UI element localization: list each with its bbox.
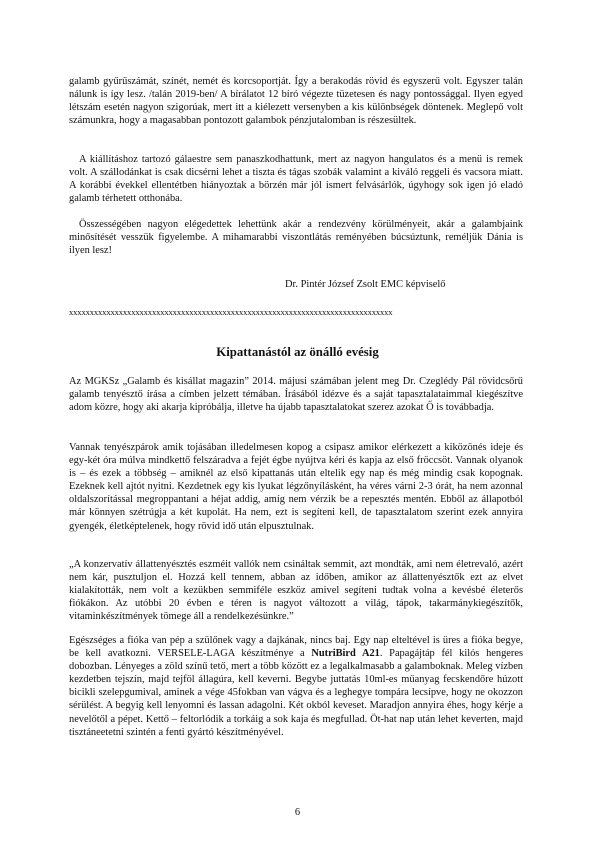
product-name: NutriBird A21 xyxy=(311,648,380,660)
feeding-text-rest: . Papagájtáp fél kilós hengeres dobozban. Lényeges a zöld színű tető, mert a több között ez a legalkalmasabb a galamboknak. Meleg vízben kezdetben tejszín, majd tejföl állagúra, kell keverni. Begybe juttatás 10ml-es műanyag fecskendőre húzott bicikli szelepgumival, aminek a vége 45fokban van vágva és a leghegye tompára lecsípve, hogy ne okozzon sérülést. A begyig kell lenyomni és lassan adagolni. Két okból keveset. Maradjon annyira éhes, hogy kérje a nevelőtől a pépet. Kettő – feltorlódik a torkáig a sok kaja és megfullad. Öt-hat nap után lehet keverten, majd tisztáneetetni szintén a fenti gyártó készítményével. xyxy=(69,648,523,738)
paragraph-summary: Összességében nagyon elégedettek lehettünk akár a rendezvény körülményeit, akár a galambjaink minősítését vesszük figyelembe. A mihamarabbi viszontlátás reményében búcsúztunk, reméljük Dánia is ilyen lesz! xyxy=(69,219,523,257)
paragraph-judging: galamb gyűrűszámát, színét, nemét és korcsoportját. Így a berakodás rövid és egyszerű volt. Egyszer talán nálunk is így lesz. /talán 2019-ben/ A bírálatot 12 bíró végezte tüzetesen és nagy pontossággal. Ilyen egyed létszám esetén nagyon szigorúak, mert itt a kiélezett versenyben a kis különbségek döntenek. Meglepő volt számunkra, hogy a magasabban pontozott galambok pénzjutalomban is részesültek. xyxy=(69,76,523,127)
author-signature: Dr. Pintér József Zsolt EMC képviselő xyxy=(285,279,446,290)
feeding-text-start: Egészséges a fióka van pép a szülőnek vagy a dajkának, nincs baj. Egy nap elteltével is üres a fióka begye, be kell avatkozni. VERSELE-LAGA készítménye a xyxy=(69,635,523,660)
section-separator: xxxxxxxxxxxxxxxxxxxxxxxxxxxxxxxxxxxxxxxxxxxxxxxxxxxxxxxxxxxxxxxxxxxxxxxxxxxxxx xyxy=(69,307,393,317)
article-quote: „A konzervatív állattenyésztés eszméit vallók nem csináltak semmit, azt mondták, ami nem életrevaló, azért nem kár, pusztuljon el. Hozzá kell tennem, abban az időben, amikor az állattenyésztők ezt az elvet kialakították, nem volt a kezükben semmiféle eszköz amivel segíteni tudtak volna a kevésbé életerős fiókákon. Az utóbbi 20 évben e téren is nagyot változott a világ, tápok, takarmánykiegészítők, vitaminkészítmények tömege áll a rendelkezésünkre.” xyxy=(69,559,523,623)
article-intro: Az MGKSz „Galamb és kisállat magazin” 2014. májusi számában jelent meg Dr. Czeglédy Pál rövidcsőrű galamb tenyésztő írása a címben jelzett témában. Írásából idézve és a saját tapasztalataimmal kiegészítve adom közre, hogy aki akarja kipróbálja, illetve ha újabb tapasztalatokat szerez azokat Ő is továbbadja. xyxy=(69,376,523,414)
article-paragraph-feeding xyxy=(69,634,523,739)
article-paragraph-hatching: Vannak tenyészpárok amik tojásában illedelmesen kopog a csipasz amikor elérkezett a kiközönés ideje és egy-két óra múlva mindkettő felszáradva a fejét égbe nyújtva kéri és kapja az első fröccsöt. Vannak olyanok is – és ezek a többség – amiknél az első kipattanás után eltelik egy nap és még mindig csak kopognak. Ezeknek kell ajtót nyitni. Kezdetnek egy kis lyukat légzőnyílásként, ha véres várni 2-3 órát, ha nem azonnal oldalszorítással megroppantani a héjat addig, amíg nem vérzik be a repesztés mentén. Ebből az állapotból már könnyen szétrúgja a két kupolát. Ha nem, ezt is segíteni kell, de tapasztalatom szerint ezek annyira gyengék, életképtelenek, hogy rövid idő után elpusztulnak. xyxy=(69,442,523,532)
article-title: Kipattanástól az önálló evésig xyxy=(216,345,379,359)
page-number: 6 xyxy=(294,807,301,818)
paragraph-gala-evening: A kiállításhoz tartozó gálaestre sem panaszkodhattunk, mert az nagyon hangulatos és a menü is remek volt. A szállodánkat is csak dicsérni lehet a tiszta és tágas szobák valamint a kiváló reggeli és vacsora miatt. A korábbi évekkel ellentétben hiányoztak a börzén már jól ismert felvásárlók, úgyhogy sok igen jó eladó galamb térhetett otthonába. xyxy=(69,154,523,205)
